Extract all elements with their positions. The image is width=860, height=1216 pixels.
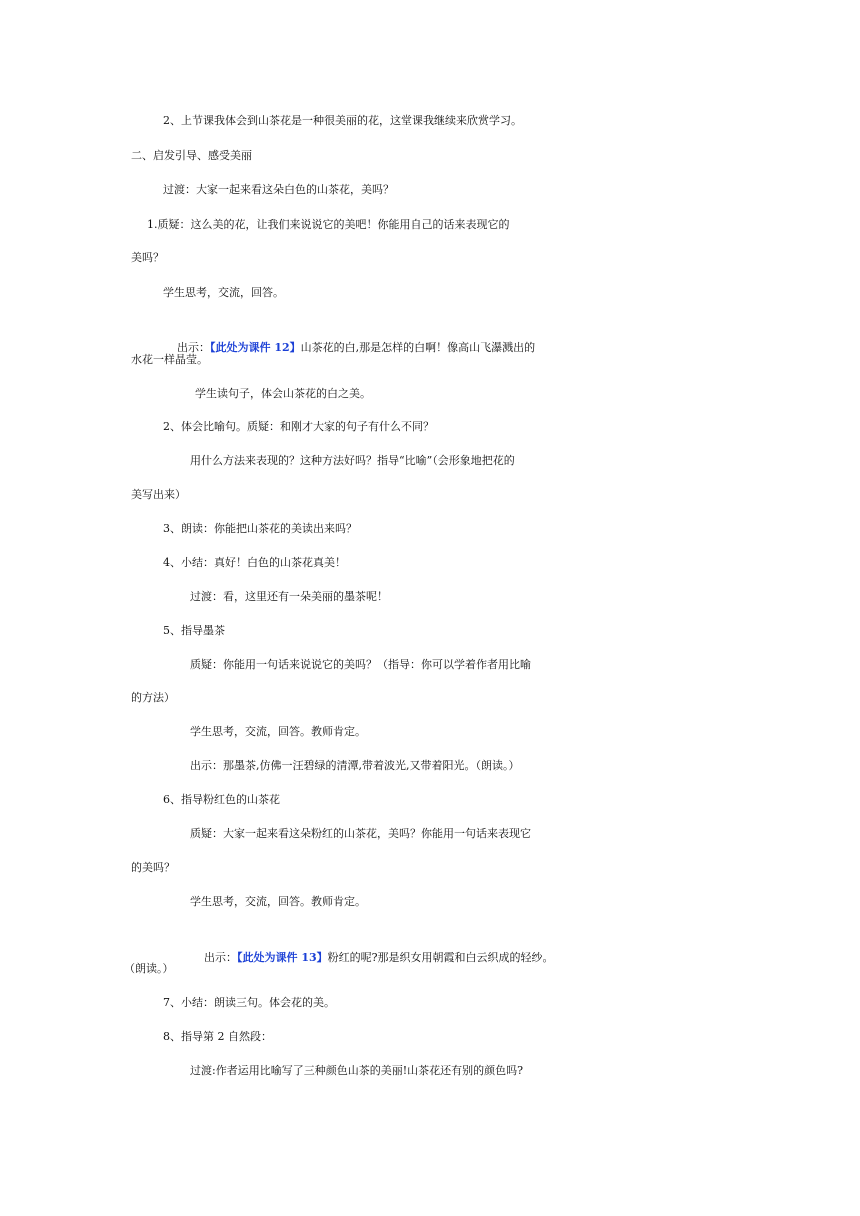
text-line: 美吗？ [131, 251, 164, 264]
text-prefix: 出示： [177, 341, 210, 354]
text-line: 质疑：你能用一句话来说说它的美吗？（指导：你可以学着作者用比喻 [190, 658, 531, 671]
text-line: 7、小结：朗读三句。体会花的美。 [163, 996, 335, 1009]
text-line: 5、指导墨茶 [163, 624, 225, 637]
text-line: 水花一样晶莹。 [131, 353, 208, 366]
text-line: 学生读句子，体会山茶花的白之美。 [195, 387, 371, 400]
text-line: 1.质疑：这么美的花，让我们来说说它的美吧！你能用自己的话来表现它的 [147, 218, 510, 231]
text-line: 8、指导第 2 自然段： [163, 1030, 272, 1043]
text-suffix: 山茶花的白,那是怎样的白啊！像高山飞瀑溅出的 [300, 341, 536, 354]
courseware-link[interactable]: 【此处为课件 13】 [237, 951, 328, 964]
text-line: 学生思考，交流，回答。教师肯定。 [190, 895, 366, 908]
text-suffix: 粉红的呢?那是织女用朝霞和白云织成的轻纱。 [327, 951, 554, 964]
text-line: 用什么方法来表现的？这种方法好吗？指导“比喻”（会形象地把花的 [190, 454, 515, 467]
text-line: 学生思考，交流，回答。 [163, 286, 284, 299]
text-line: 2、上节课我体会到山茶花是一种很美丽的花，这堂课我继续来欣赏学习。 [163, 114, 522, 127]
text-line: 过渡：看，这里还有一朵美丽的墨茶呢！ [190, 590, 388, 603]
text-line: 3、朗读：你能把山茶花的美读出来吗？ [163, 522, 357, 535]
text-line: 6、指导粉红色的山茶花 [163, 793, 280, 806]
text-line: 美写出来） [131, 488, 186, 501]
text-line: 学生思考，交流，回答。教师肯定。 [190, 725, 366, 738]
section-heading: 二、启发引导、感受美丽 [131, 149, 252, 162]
text-line [0, 315, 860, 381]
text-line: （朗读。） [124, 962, 174, 975]
text-line: 2、体会比喻句。质疑：和刚才大家的句子有什么不同？ [163, 420, 434, 433]
text-line: 4、小结：真好！白色的山茶花真美！ [163, 556, 346, 569]
text-line: 出示：那墨茶,仿佛一汪碧绿的清潭,带着波光,又带着阳光。（朗读。） [190, 759, 520, 772]
text-line: 质疑：大家一起来看这朵粉红的山茶花，美吗？你能用一句话来表现它 [190, 827, 531, 840]
courseware-link[interactable]: 【此处为课件 12】 [210, 341, 301, 354]
text-line: 的美吗？ [131, 861, 175, 874]
text-line: 过渡：大家一起来看这朵白色的山茶花，美吗？ [163, 183, 394, 196]
text-prefix: 出示： [204, 951, 237, 964]
text-line: 过渡:作者运用比喻写了三种颜色山茶的美丽!山茶花还有别的颜色吗? [190, 1064, 524, 1077]
text-line: 的方法） [131, 691, 175, 704]
